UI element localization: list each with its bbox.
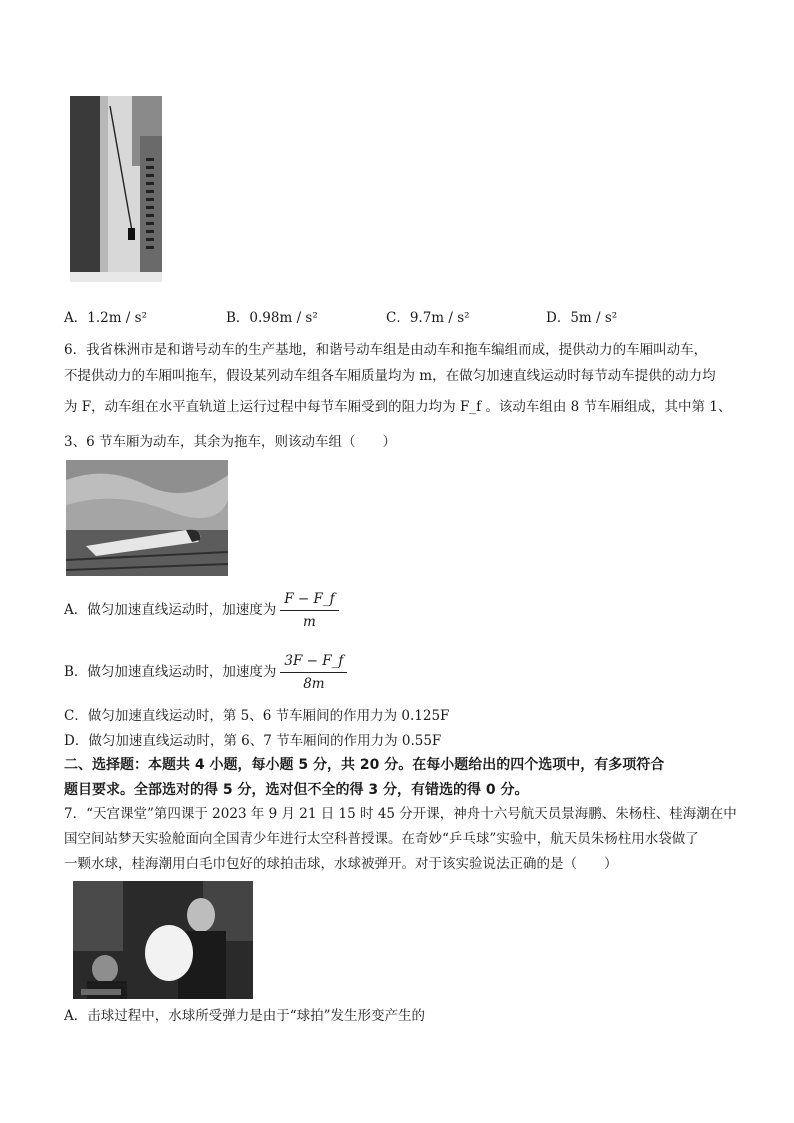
q6-option-c: C．做匀加速直线运动时，第 5、6 节车厢间的作用力为 0.125F [64, 708, 450, 724]
q5-option-b: B．0.98m / s² [226, 310, 318, 326]
q7-stem-line-3: 一颗水球，桂海潮用白毛巾包好的球拍击球，水球被弹开。对于该实验说法正确的是（ ） [64, 856, 618, 872]
q5-option-d: D．5m / s² [546, 310, 618, 326]
q7-stem-line-1: 7．“天宫课堂”第四课于 2023 年 9 月 21 日 15 时 45 分开课，神舟十六号航天员景海鹏、朱杨柱、桂海潮在中 [64, 806, 737, 822]
q6-option-a-numerator: F − F_f [280, 590, 338, 611]
q6-stem-line-1: 6．我省株洲市是和谐号动车的生产基地，和谐号动车组是由动车和拖车编组而成，提供动力的车厢叫动车， [64, 342, 708, 358]
q7-astronaut-photo [73, 881, 253, 999]
q6-train-drawing [66, 460, 228, 576]
q7-stem-line-2: 国空间站梦天实验舱面向全国青少年进行太空科普授课。在奇妙“乒乓球”实验中，航天员朱杨柱用水袋做了 [64, 831, 699, 847]
section-2-heading-line-2: 题目要求。全部选对的得 5 分，选对但不全的得 3 分，有错选的得 0 分。 [64, 782, 529, 798]
q5-photo-drawing [70, 96, 162, 282]
q6-option-b-denominator: 8m [303, 676, 325, 692]
q5-option-a: A．1.2m / s² [64, 310, 147, 326]
q6-option-b-fraction [280, 652, 347, 693]
q5-photo [70, 96, 162, 282]
q7-astronaut-drawing [73, 881, 253, 999]
q6-stem-line-2: 不提供动力的车厢叫拖车，假设某列动车组各车厢质量均为 m，在做匀加速直线运动时每节动车提供的动力均 [64, 368, 716, 384]
q6-option-b [64, 652, 347, 693]
q6-option-d: D．做匀加速直线运动时，第 6、7 节车厢间的作用力为 0.55F [64, 733, 442, 749]
q6-option-b-text: B．做匀加速直线运动时，加速度为 [64, 664, 277, 680]
q6-option-a-denominator: m [303, 614, 316, 630]
section-2-heading-line-1: 二、选择题：本题共 4 小题，每小题 5 分，共 20 分。在每小题给出的四个选项中，有多项符合 [64, 757, 665, 773]
q6-train-photo [66, 460, 228, 576]
q6-stem-line-3: 为 F，动车组在水平直轨道上运行过程中每节车厢受到的阻力均为 F_f 。该动车组由 8 节车厢组成，其中第 1、 [64, 399, 732, 415]
q6-stem-line-4: 3、6 节车厢为动车，其余为拖车，则该动车组（ ） [64, 434, 396, 450]
q6-option-b-numerator: 3F − F_f [280, 652, 347, 673]
q6-option-a-text: A．做匀加速直线运动时，加速度为 [64, 602, 277, 618]
q6-option-a [64, 590, 339, 631]
q5-option-c: C．9.7m / s² [386, 310, 470, 326]
q7-option-a: A．击球过程中，水球所受弹力是由于“球拍”发生形变产生的 [64, 1008, 426, 1024]
q6-option-a-fraction [280, 590, 338, 631]
